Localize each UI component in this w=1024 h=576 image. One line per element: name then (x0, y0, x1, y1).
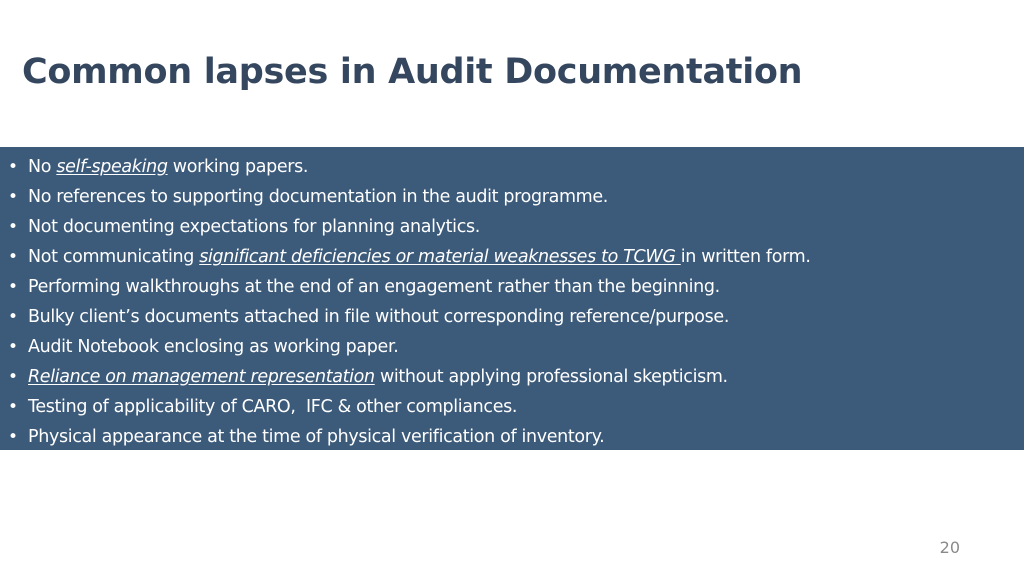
bullet-emphasis: significant deficiencies or material weaknesses to TCWG (199, 247, 681, 267)
bullet-icon: • (8, 187, 18, 207)
content-box (0, 147, 1024, 450)
bullet-icon: • (8, 397, 18, 417)
bullet-text-pre: Testing of applicability of CARO, IFC & other compliances. (28, 397, 518, 417)
bullet-text (28, 182, 608, 212)
bullet-icon: • (8, 217, 18, 237)
bullet-text-pre: No (28, 157, 57, 177)
bullet-text (28, 242, 811, 272)
page-number: 20 (939, 538, 960, 557)
bullet-item (8, 332, 1024, 362)
bullet-icon: • (8, 157, 18, 177)
bullet-text-pre: Physical appearance at the time of physical verification of inventory. (28, 427, 605, 447)
bullet-text-post: working papers. (167, 157, 309, 177)
bullet-list (0, 152, 1024, 452)
bullet-text-pre: Performing walkthroughs at the end of an engagement rather than the beginning. (28, 277, 720, 297)
bullet-icon: • (8, 367, 18, 387)
bullet-text-pre: Bulky client’s documents attached in file without corresponding reference/purpose. (28, 307, 730, 327)
bullet-text-pre: No references to supporting documentation in the audit programme. (28, 187, 608, 207)
slide-title: Common lapses in Audit Documentation (22, 52, 803, 92)
bullet-item (8, 182, 1024, 212)
bullet-item (8, 392, 1024, 422)
bullet-text-pre: Audit Notebook enclosing as working paper. (28, 337, 399, 357)
bullet-text-post: in written form. (680, 247, 811, 267)
bullet-item (8, 212, 1024, 242)
bullet-text (28, 362, 728, 392)
bullet-icon: • (8, 337, 18, 357)
bullet-emphasis: Reliance on management representation (28, 367, 375, 387)
bullet-text (28, 422, 604, 452)
bullet-icon: • (8, 427, 18, 447)
bullet-text (28, 272, 720, 302)
bullet-text-pre: Not communicating (28, 247, 200, 267)
bullet-icon: • (8, 307, 18, 327)
bullet-emphasis: self-speaking (56, 157, 168, 177)
bullet-text (28, 392, 517, 422)
bullet-text (28, 152, 308, 182)
bullet-item (8, 242, 1024, 272)
bullet-text (28, 302, 729, 332)
bullet-text (28, 332, 398, 362)
bullet-item (8, 422, 1024, 452)
bullet-text-pre: Not documenting expectations for planning analytics. (28, 217, 480, 237)
bullet-icon: • (8, 247, 18, 267)
bullet-icon: • (8, 277, 18, 297)
bullet-item (8, 362, 1024, 392)
bullet-text (28, 212, 480, 242)
bullet-item (8, 302, 1024, 332)
bullet-item (8, 272, 1024, 302)
bullet-item (8, 152, 1024, 182)
bullet-text-post: without applying professional skepticism. (374, 367, 728, 387)
